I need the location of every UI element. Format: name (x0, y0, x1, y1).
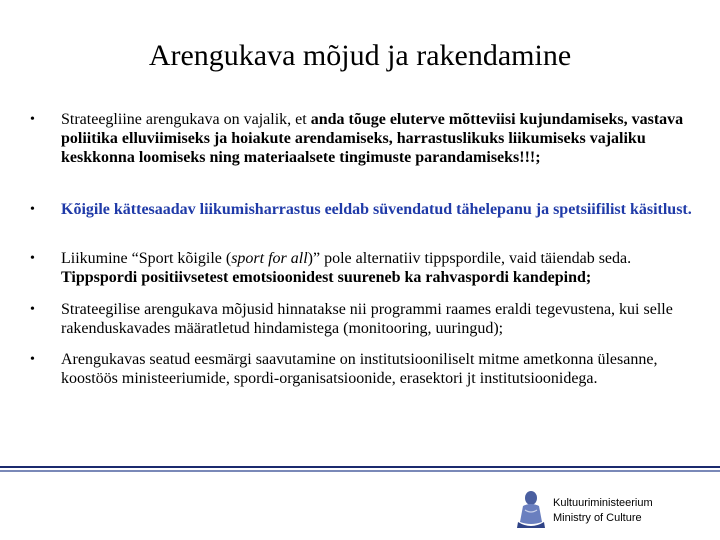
footer-divider-secondary (0, 470, 720, 472)
ministry-name-et: Kultuuriministeerium (553, 497, 653, 509)
bullet-3-text-italic: sport for all (231, 250, 308, 267)
bullet-text-3 (61, 249, 711, 287)
bullet-dot: • (30, 302, 35, 317)
ministry-name-en: Ministry of Culture (553, 512, 642, 524)
bullet-dot: • (30, 112, 35, 127)
bullet-text-5: Arengukavas seatud eesmärgi saavutamine on institutsiooniliselt mitme ametkonna ülesanne, koostöös ministeeriumide, spordi-organisatsioonide, erasektori jt institutsioonidega. (61, 351, 658, 387)
bullet-3-text-plain-2: )” pole alternatiiv tippspordile, vaid täiendab seda. (307, 250, 632, 267)
ministry-name (553, 496, 653, 526)
footer-divider (0, 466, 720, 468)
sculpture-logo-icon (514, 488, 548, 530)
bullet-1-text-bold: anda tõuge eluterve mõtteviisi kujundamiseks, vastava poliitika elluviimiseks ja hoiakute arendamiseks, harrastuslikuks liikumiseks vajaliku keskkonna loomiseks ning materiaalsete tingimuste parandamiseks!!!; (61, 111, 684, 166)
bullet-1-text-plain: Strateegliine arengukava on vajalik, et (61, 111, 311, 128)
bullet-text-2: Kõigile kättesaadav liikumisharrastus eeldab süvendatud tähelepanu ja spetsiifilist käsitlust. (61, 201, 692, 218)
bullet-dot: • (30, 352, 35, 367)
bullet-dot: • (30, 202, 35, 217)
bullet-text-4: Strateegilise arengukava mõjusid hinnatakse nii programmi raames eraldi tegevustena, kui selle rakenduskavades määratletud hindamistega (monitooring, uuringud); (61, 301, 673, 337)
bullet-3-text-bold: Tippspordi positiivsetest emotsioonidest suureneb ka rahvaspordi kandepind; (61, 269, 592, 286)
bullet-text-1 (61, 110, 711, 167)
bullet-3-text-plain: Liikumine “Sport kõigile ( (61, 250, 232, 267)
bullet-dot: • (30, 251, 35, 266)
slide-title: Arengukava mõjud ja rakendamine (148, 39, 572, 72)
